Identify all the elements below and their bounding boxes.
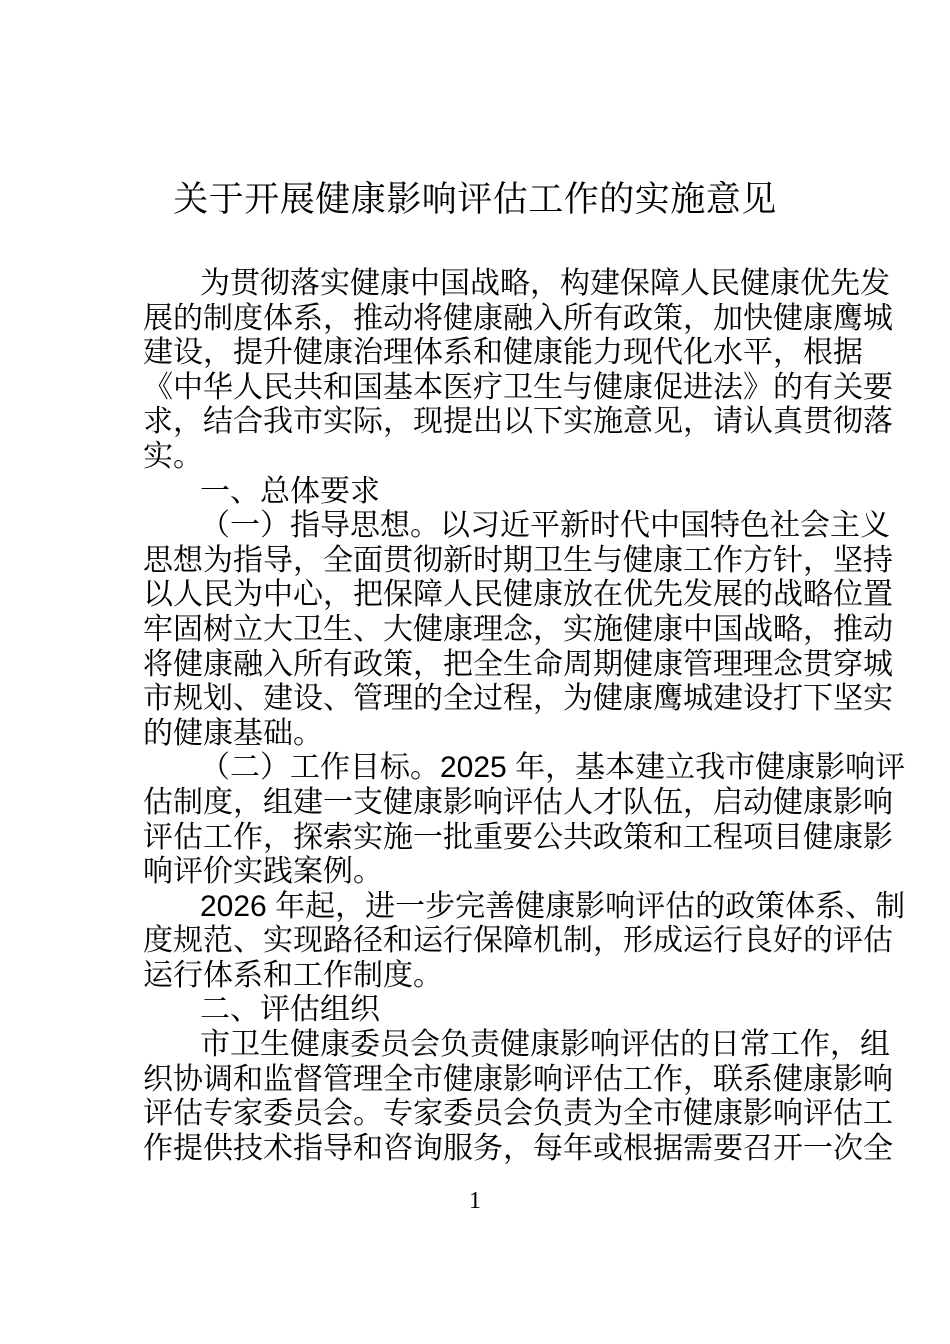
text-line: 将健康融入所有政策，把全生命周期健康管理理念贯穿城 (143, 647, 893, 681)
text-line: 思想为指导，全面贯彻新时期卫生与健康工作方针，坚持 (143, 543, 893, 577)
text-line: 市卫生健康委员会负责健康影响评估的日常工作，组 (200, 1028, 890, 1062)
text-line: 实。 (143, 439, 203, 473)
text-line: 《中华人民共和国基本医疗卫生与健康促进法》的有关要 (143, 370, 893, 404)
paragraph (143, 475, 805, 510)
text-line: 为贯彻落实健康中国战略，构建保障人民健康优先发 (200, 267, 890, 300)
paragraph (143, 751, 906, 889)
text-line: 二、评估组织 (200, 993, 380, 1027)
text-line: 织协调和监督管理全市健康影响评估工作，联系健康影响 (143, 1062, 893, 1096)
text-line: 2026 年起，进一步完善健康影响评估的政策体系、制 (200, 889, 906, 923)
text-line: 市规划、建设、管理的全过程，为健康鹰城建设打下坚实 (143, 682, 893, 716)
text-line: 评估专家委员会。专家委员会负责为全市健康影响评估工 (143, 1097, 893, 1131)
text-line: 度规范、实现路径和运行保障机制，形成运行良好的评估 (143, 924, 893, 958)
text-line: 展的制度体系，推动将健康融入所有政策，加快健康鹰城 (143, 301, 893, 335)
paragraph (143, 993, 805, 1028)
document-title: 关于开展健康影响评估工作的实施意见 (173, 180, 777, 219)
text-line: 估制度，组建一支健康影响评估人才队伍，启动健康影响 (143, 785, 893, 819)
text-line: 以人民为中心，把保障人民健康放在优先发展的战略位置 (143, 578, 893, 612)
paragraph (143, 509, 893, 751)
text-line: 作提供技术指导和咨询服务，每年或根据需要召开一次全 (143, 1131, 893, 1165)
paragraph (143, 1028, 893, 1166)
paragraph (143, 889, 906, 994)
text-line: 的健康基础。 (143, 716, 323, 750)
document-body (143, 267, 906, 1166)
text-line: （二）工作目标。2025 年，基本建立我市健康影响评 (200, 751, 906, 785)
text-line: 一、总体要求 (200, 474, 380, 508)
page-number: 1 (469, 1188, 481, 1214)
text-line: 响评价实践案例。 (143, 855, 383, 889)
text-line: 牢固树立大卫生、大健康理念，实施健康中国战略，推动 (143, 612, 893, 646)
text-line: 建设，提升健康治理体系和健康能力现代化水平，根据 (143, 336, 863, 370)
text-line: （一）指导思想。以习近平新时代中国特色社会主义 (200, 509, 890, 543)
text-line: 评估工作，探索实施一批重要公共政策和工程项目健康影 (143, 820, 893, 854)
text-line: 运行体系和工作制度。 (143, 958, 443, 992)
text-line: 求，结合我市实际，现提出以下实施意见，请认真贯彻落 (143, 405, 893, 439)
paragraph (143, 267, 893, 475)
